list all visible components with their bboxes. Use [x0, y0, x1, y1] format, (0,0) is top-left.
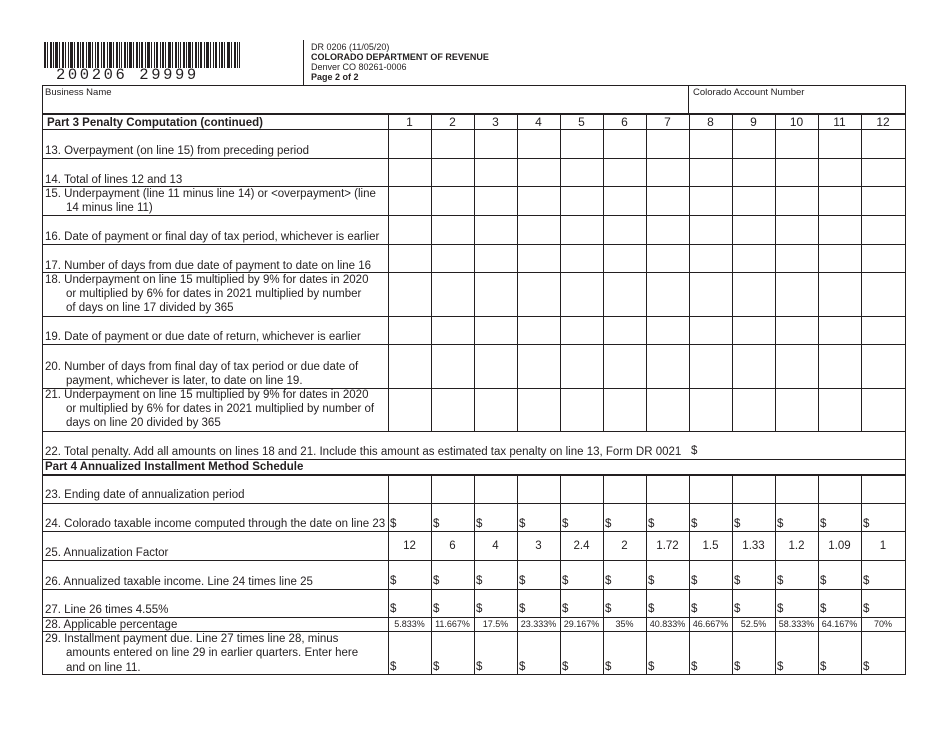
line14-input[interactable] — [776, 159, 817, 185]
line20-label-cont: payment, whichever is later, to date on line 19. — [66, 375, 303, 387]
line15-input[interactable] — [432, 187, 473, 214]
line27-input[interactable] — [475, 590, 516, 616]
line20-input[interactable] — [862, 345, 904, 387]
line15-input[interactable] — [862, 187, 904, 214]
header-divider — [303, 40, 304, 86]
line20-input[interactable] — [561, 345, 602, 387]
line19-input[interactable] — [733, 317, 774, 343]
line15-input[interactable] — [647, 187, 688, 214]
applicable-percentage: 58.333% — [778, 619, 815, 629]
applicable-percentage: 35% — [615, 619, 634, 629]
line24-input[interactable] — [733, 504, 774, 530]
line14-input[interactable] — [432, 159, 473, 185]
dollar-sign: $ — [605, 575, 612, 587]
line23-label: 23. Ending date of annualization period — [45, 489, 245, 501]
line17-input[interactable] — [518, 245, 559, 271]
line17-input[interactable] — [819, 245, 860, 271]
annualization-factor: 2.4 — [573, 540, 590, 552]
line20-input[interactable] — [432, 345, 473, 387]
part3-title: Part 3 Penalty Computation (continued) — [47, 117, 263, 129]
applicable-percentage: 40.833% — [649, 619, 686, 629]
line20-label: 20. Number of days from final day of tax period or due date of — [45, 361, 359, 373]
line29-input[interactable] — [432, 632, 473, 674]
dollar-sign: $ — [777, 603, 784, 615]
line27-label: 27. Line 26 times 4.55% — [45, 604, 169, 616]
line18-input[interactable] — [432, 273, 473, 315]
line21-label: 21. Underpayment on line 15 multiplied by 9% for dates in 2020 — [45, 389, 369, 401]
line23-input[interactable] — [690, 475, 731, 502]
line17-input[interactable] — [647, 245, 688, 271]
line18-input[interactable] — [389, 273, 430, 315]
line15-input[interactable] — [604, 187, 645, 214]
dollar-sign: $ — [390, 518, 397, 530]
line19-input[interactable] — [432, 317, 473, 343]
account-number-label: Colorado Account Number — [693, 87, 805, 98]
applicable-percentage: 5.833% — [394, 619, 425, 629]
dollar-sign: $ — [519, 518, 526, 530]
line23-input[interactable] — [862, 475, 904, 502]
line13-input[interactable] — [475, 130, 516, 157]
line23-input[interactable] — [776, 475, 817, 502]
annualization-factor: 1.2 — [788, 540, 805, 552]
line14-input[interactable] — [690, 159, 731, 185]
line18-label: 18. Underpayment on line 15 multiplied by 9% for dates in 2020 — [45, 274, 369, 286]
line26-input[interactable] — [690, 561, 731, 588]
line24-input[interactable] — [432, 504, 473, 530]
line20-input[interactable] — [604, 345, 645, 387]
dollar-sign: $ — [519, 661, 526, 673]
line18-input[interactable] — [776, 273, 817, 315]
annualization-factor: 3 — [535, 540, 542, 552]
line27-input[interactable] — [604, 590, 645, 616]
part4-title: Part 4 Annualized Installment Method Schedule — [45, 461, 304, 473]
dollar-sign: $ — [605, 518, 612, 530]
line25-label: 25. Annualization Factor — [45, 547, 169, 559]
line16-input[interactable] — [389, 216, 430, 243]
dollar-sign: $ — [562, 518, 569, 530]
line26-input[interactable] — [389, 561, 430, 588]
line26-input[interactable] — [518, 561, 559, 588]
line16-input[interactable] — [604, 216, 645, 243]
line20-input[interactable] — [819, 345, 860, 387]
line21-input[interactable] — [475, 389, 516, 430]
line14-input[interactable] — [604, 159, 645, 185]
dollar-sign: $ — [734, 661, 741, 673]
line24-input[interactable] — [819, 504, 860, 530]
line22-input[interactable] — [700, 444, 904, 459]
line23-input[interactable] — [819, 475, 860, 502]
line29-input[interactable] — [733, 632, 774, 674]
line15-label: 15. Underpayment (line 11 minus line 14) or <overpayment> (line — [45, 188, 376, 200]
dollar-sign: $ — [820, 518, 827, 530]
line20-input[interactable] — [690, 345, 731, 387]
line15-input[interactable] — [690, 187, 731, 214]
dollar-sign: $ — [820, 575, 827, 587]
line14-input[interactable] — [819, 159, 860, 185]
line16-input[interactable] — [432, 216, 473, 243]
column-number: 7 — [664, 115, 671, 129]
line18-label-cont1: or multiplied by 6% for dates in 2021 multiplied by number — [66, 288, 362, 300]
dollar-sign: $ — [734, 575, 741, 587]
department-address: Denver CO 80261-0006 — [311, 62, 407, 72]
line26-input[interactable] — [733, 561, 774, 588]
line21-input[interactable] — [776, 389, 817, 430]
line29-input[interactable] — [690, 632, 731, 674]
line18-input[interactable] — [475, 273, 516, 315]
line15-input[interactable] — [776, 187, 817, 214]
line21-input[interactable] — [389, 389, 430, 430]
dollar-sign: $ — [863, 518, 870, 530]
dollar-sign: $ — [691, 518, 698, 530]
annualization-factor: 2 — [621, 540, 628, 552]
line24-input[interactable] — [389, 504, 430, 530]
line19-input[interactable] — [389, 317, 430, 343]
dollar-sign: $ — [820, 603, 827, 615]
line24-input[interactable] — [604, 504, 645, 530]
dollar-sign: $ — [648, 661, 655, 673]
line26-input[interactable] — [604, 561, 645, 588]
line18-input[interactable] — [604, 273, 645, 315]
line24-input[interactable] — [475, 504, 516, 530]
line26-input[interactable] — [862, 561, 904, 588]
line29-input[interactable] — [647, 632, 688, 674]
line13-input[interactable] — [862, 130, 904, 157]
dollar-sign: $ — [390, 603, 397, 615]
line13-label: 13. Overpayment (on line 15) from preceding period — [45, 145, 310, 157]
business-name-input[interactable] — [43, 98, 687, 113]
line27-input[interactable] — [776, 590, 817, 616]
line21-input[interactable] — [561, 389, 602, 430]
page-number: Page 2 of 2 — [311, 72, 359, 82]
line19-input[interactable] — [475, 317, 516, 343]
column-number: 6 — [621, 115, 628, 129]
dollar-sign: $ — [605, 661, 612, 673]
dollar-sign: $ — [562, 603, 569, 615]
line16-input[interactable] — [475, 216, 516, 243]
business-name-label: Business Name — [45, 87, 112, 98]
line29-input[interactable] — [518, 632, 559, 674]
dollar-sign: $ — [476, 661, 483, 673]
column-number: 4 — [535, 115, 542, 129]
dollar-sign: $ — [519, 575, 526, 587]
annualization-factor: 6 — [449, 540, 456, 552]
line21-input[interactable] — [819, 389, 860, 430]
annualization-factor: 1.72 — [656, 540, 679, 552]
dollar-sign: $ — [433, 518, 440, 530]
dollar-sign: $ — [433, 661, 440, 673]
line24-input[interactable] — [647, 504, 688, 530]
line27-input[interactable] — [518, 590, 559, 616]
line26-input[interactable] — [819, 561, 860, 588]
dollar-sign: $ — [648, 603, 655, 615]
line18-input[interactable] — [690, 273, 731, 315]
line14-input[interactable] — [389, 159, 430, 185]
line18-input[interactable] — [561, 273, 602, 315]
dollar-sign: $ — [777, 661, 784, 673]
line21-input[interactable] — [518, 389, 559, 430]
dollar-sign: $ — [476, 518, 483, 530]
line20-input[interactable] — [647, 345, 688, 387]
line16-input[interactable] — [690, 216, 731, 243]
line18-label-cont2: of days on line 17 divided by 365 — [66, 302, 234, 314]
line17-input[interactable] — [432, 245, 473, 271]
dollar-sign: $ — [863, 661, 870, 673]
dollar-sign: $ — [562, 661, 569, 673]
line24-label: 24. Colorado taxable income computed through the date on line 23 — [45, 518, 386, 530]
department-name: COLORADO DEPARTMENT OF REVENUE — [311, 52, 489, 62]
applicable-percentage: 23.333% — [520, 619, 557, 629]
line29-input[interactable] — [561, 632, 602, 674]
line20-input[interactable] — [776, 345, 817, 387]
line29-input[interactable] — [389, 632, 430, 674]
dollar-sign: $ — [648, 575, 655, 587]
line15-input[interactable] — [518, 187, 559, 214]
line15-label-cont: 14 minus line 11) — [66, 202, 153, 214]
line29-label-cont2: and on line 11. — [66, 662, 141, 674]
line28-label: 28. Applicable percentage — [45, 619, 178, 631]
line18-input[interactable] — [733, 273, 774, 315]
line29-input[interactable] — [776, 632, 817, 674]
line13-input[interactable] — [733, 130, 774, 157]
barcode — [44, 42, 240, 68]
dollar-sign: $ — [433, 603, 440, 615]
line23-input[interactable] — [647, 475, 688, 502]
line16-input[interactable] — [561, 216, 602, 243]
column-number: 9 — [750, 115, 757, 129]
line17-input[interactable] — [389, 245, 430, 271]
line23-input[interactable] — [604, 475, 645, 502]
line18-input[interactable] — [518, 273, 559, 315]
line15-input[interactable] — [475, 187, 516, 214]
line26-input[interactable] — [432, 561, 473, 588]
line23-input[interactable] — [518, 475, 559, 502]
line18-input[interactable] — [862, 273, 904, 315]
line17-input[interactable] — [776, 245, 817, 271]
line16-input[interactable] — [518, 216, 559, 243]
line24-input[interactable] — [776, 504, 817, 530]
line21-input[interactable] — [862, 389, 904, 430]
line27-input[interactable] — [561, 590, 602, 616]
line13-input[interactable] — [432, 130, 473, 157]
line13-input[interactable] — [604, 130, 645, 157]
dollar-sign: $ — [691, 603, 698, 615]
line24-input[interactable] — [862, 504, 904, 530]
line15-input[interactable] — [819, 187, 860, 214]
line15-input[interactable] — [389, 187, 430, 214]
line27-input[interactable] — [862, 590, 904, 616]
annualization-factor: 1 — [879, 540, 887, 552]
applicable-percentage: 64.167% — [821, 619, 858, 629]
line22-dollar: $ — [691, 445, 698, 457]
line24-input[interactable] — [518, 504, 559, 530]
line17-input[interactable] — [733, 245, 774, 271]
line15-input[interactable] — [733, 187, 774, 214]
line20-input[interactable] — [475, 345, 516, 387]
line14-input[interactable] — [862, 159, 904, 185]
line14-input[interactable] — [518, 159, 559, 185]
dollar-sign: $ — [476, 603, 483, 615]
line23-input[interactable] — [389, 475, 430, 502]
line19-input[interactable] — [690, 317, 731, 343]
line18-input[interactable] — [819, 273, 860, 315]
dollar-sign: $ — [648, 518, 655, 530]
line16-input[interactable] — [647, 216, 688, 243]
line21-input[interactable] — [647, 389, 688, 430]
line19-input[interactable] — [518, 317, 559, 343]
line19-input[interactable] — [647, 317, 688, 343]
dollar-sign: $ — [476, 575, 483, 587]
column-number: 12 — [876, 115, 890, 129]
annualization-factor: 12 — [403, 540, 416, 552]
line16-input[interactable] — [862, 216, 904, 243]
line19-input[interactable] — [819, 317, 860, 343]
line19-input[interactable] — [776, 317, 817, 343]
line21-input[interactable] — [690, 389, 731, 430]
applicable-percentage: 52.5% — [740, 619, 767, 629]
dollar-sign: $ — [734, 603, 741, 615]
line29-input[interactable] — [604, 632, 645, 674]
column-number: 10 — [789, 115, 804, 129]
line22-label: 22. Total penalty. Add all amounts on lines 18 and 21. Include this amount as estimated tax penalty on line 13, Form DR 0021 — [45, 446, 682, 458]
form-id: DR 0206 (11/05/20) — [311, 42, 390, 52]
dollar-sign: $ — [433, 575, 440, 587]
line26-label: 26. Annualized taxable income. Line 24 times line 25 — [45, 576, 313, 588]
line16-input[interactable] — [776, 216, 817, 243]
line13-input[interactable] — [518, 130, 559, 157]
annualization-factor: 1.5 — [702, 540, 719, 552]
dollar-sign: $ — [562, 575, 569, 587]
line19-input[interactable] — [862, 317, 904, 343]
line20-input[interactable] — [518, 345, 559, 387]
line23-input[interactable] — [561, 475, 602, 502]
dollar-sign: $ — [390, 661, 397, 673]
annualization-factor: 4 — [492, 540, 499, 552]
line27-input[interactable] — [819, 590, 860, 616]
line27-input[interactable] — [389, 590, 430, 616]
line29-input[interactable] — [862, 632, 904, 674]
line16-label: 16. Date of payment or final day of tax period, whichever is earlier — [45, 231, 380, 243]
line26-input[interactable] — [475, 561, 516, 588]
barcode-number: 200206 29999 — [56, 66, 199, 84]
line17-input[interactable] — [475, 245, 516, 271]
applicable-percentage: 11.667% — [435, 619, 470, 629]
line17-input[interactable] — [690, 245, 731, 271]
line14-input[interactable] — [647, 159, 688, 185]
account-divider — [688, 85, 689, 114]
dollar-sign: $ — [777, 575, 784, 587]
applicable-percentage: 29.167% — [563, 619, 600, 629]
line27-input[interactable] — [733, 590, 774, 616]
line27-input[interactable] — [690, 590, 731, 616]
column-number: 8 — [707, 115, 714, 129]
line21-label-cont2: days on line 20 divided by 365 — [66, 417, 221, 429]
line19-input[interactable] — [604, 317, 645, 343]
line16-input[interactable] — [819, 216, 860, 243]
line20-input[interactable] — [389, 345, 430, 387]
line24-input[interactable] — [561, 504, 602, 530]
line23-input[interactable] — [733, 475, 774, 502]
line14-input[interactable] — [475, 159, 516, 185]
line29-input[interactable] — [819, 632, 860, 674]
dollar-sign: $ — [605, 603, 612, 615]
applicable-percentage: 70% — [873, 619, 892, 629]
line13-input[interactable] — [690, 130, 731, 157]
line14-input[interactable] — [733, 159, 774, 185]
line26-input[interactable] — [647, 561, 688, 588]
line17-label: 17. Number of days from due date of payment to date on line 16 — [45, 260, 372, 272]
line20-input[interactable] — [733, 345, 774, 387]
dollar-sign: $ — [390, 575, 397, 587]
line29-input[interactable] — [475, 632, 516, 674]
dollar-sign: $ — [863, 603, 870, 615]
line23-input[interactable] — [432, 475, 473, 502]
dollar-sign: $ — [691, 661, 698, 673]
line13-input[interactable] — [389, 130, 430, 157]
line23-input[interactable] — [475, 475, 516, 502]
line19-label: 19. Date of payment or due date of return, whichever is earlier — [45, 331, 361, 343]
column-number: 5 — [578, 115, 585, 129]
line18-input[interactable] — [647, 273, 688, 315]
line29-label-cont1: amounts entered on line 29 in earlier quarters. Enter here — [66, 647, 359, 659]
line13-input[interactable] — [776, 130, 817, 157]
line14-label: 14. Total of lines 12 and 13 — [45, 174, 183, 186]
line29-label: 29. Installment payment due. Line 27 times line 28, minus — [45, 633, 339, 645]
row-rule — [42, 431, 905, 432]
dollar-sign: $ — [777, 518, 784, 530]
line21-input[interactable] — [432, 389, 473, 430]
line21-input[interactable] — [733, 389, 774, 430]
line15-input[interactable] — [561, 187, 602, 214]
dollar-sign: $ — [691, 575, 698, 587]
line21-label-cont1: or multiplied by 6% for dates in 2021 multiplied by number of — [66, 403, 375, 415]
account-number-input[interactable] — [690, 98, 905, 113]
line16-input[interactable] — [733, 216, 774, 243]
column-number: 2 — [449, 115, 456, 129]
dollar-sign: $ — [519, 603, 526, 615]
column-number: 1 — [406, 115, 413, 129]
annualization-factor: 1.33 — [742, 540, 765, 552]
line27-input[interactable] — [432, 590, 473, 616]
line26-input[interactable] — [561, 561, 602, 588]
line14-input[interactable] — [561, 159, 602, 185]
line17-input[interactable] — [561, 245, 602, 271]
line21-input[interactable] — [604, 389, 645, 430]
column-number: 3 — [492, 115, 499, 129]
line13-input[interactable] — [561, 130, 602, 157]
line17-input[interactable] — [604, 245, 645, 271]
annualization-factor: 1.09 — [828, 540, 851, 552]
dollar-sign: $ — [734, 518, 741, 530]
line17-input[interactable] — [862, 245, 904, 271]
line24-input[interactable] — [690, 504, 731, 530]
line26-input[interactable] — [776, 561, 817, 588]
line13-input[interactable] — [819, 130, 860, 157]
applicable-percentage: 46.667% — [692, 619, 729, 629]
applicable-percentage: 17.5% — [482, 619, 509, 629]
line13-input[interactable] — [647, 130, 688, 157]
dollar-sign: $ — [820, 661, 827, 673]
line19-input[interactable] — [561, 317, 602, 343]
line27-input[interactable] — [647, 590, 688, 616]
dollar-sign: $ — [863, 575, 870, 587]
column-number: 11 — [833, 115, 846, 129]
